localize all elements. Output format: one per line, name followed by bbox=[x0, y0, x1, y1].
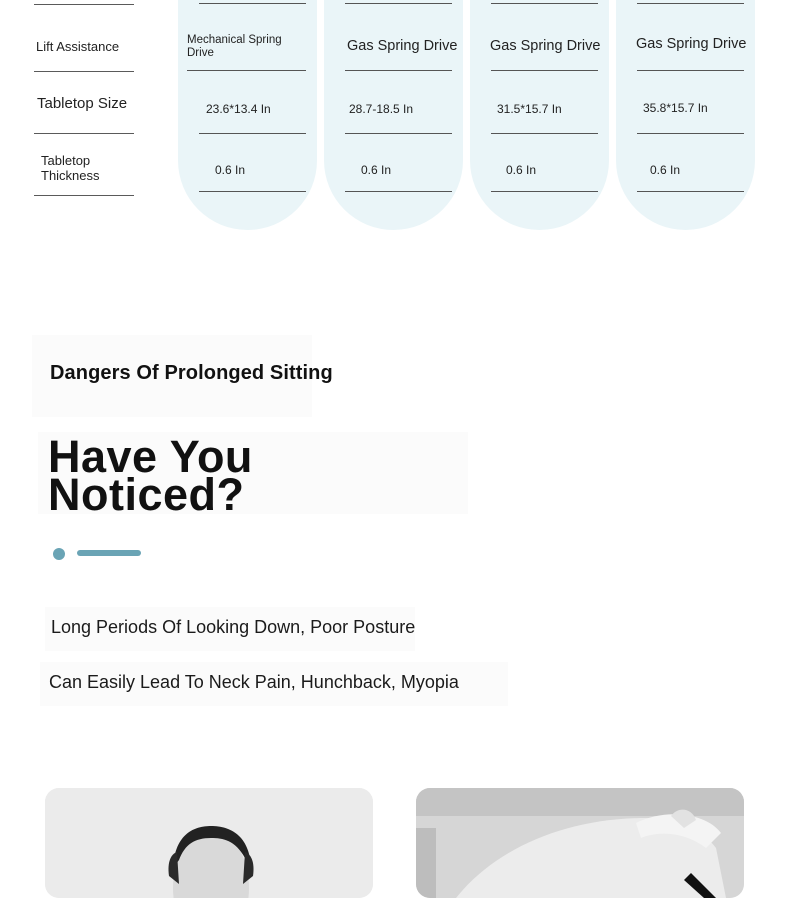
cell-divider bbox=[491, 0, 598, 4]
cell-divider bbox=[345, 0, 452, 4]
cell-text: 0.6 In bbox=[650, 163, 681, 177]
cell-tabletop-size bbox=[637, 95, 744, 134]
cell-text: Gas Spring Drive bbox=[347, 38, 458, 54]
cell-text: 35.8*15.7 In bbox=[643, 101, 708, 115]
section-headline: Have You Noticed? bbox=[48, 431, 253, 520]
cell-tabletop-size bbox=[199, 95, 306, 134]
cell-text: 31.5*15.7 In bbox=[497, 102, 562, 116]
row-label-text: Tabletop Size bbox=[37, 95, 128, 112]
cell-text: Gas Spring Drive bbox=[636, 36, 747, 52]
cell-text: 0.6 In bbox=[361, 163, 392, 177]
section-eyebrow: Dangers Of Prolonged Sitting bbox=[50, 362, 333, 384]
body-text-line: Can Easily Lead To Neck Pain, Hunchback, Myopia bbox=[49, 672, 459, 692]
body-text-line: Long Periods Of Looking Down, Poor Posture bbox=[51, 617, 416, 637]
cell-text: Gas Spring Drive bbox=[490, 38, 601, 54]
man-portrait-image bbox=[45, 788, 373, 898]
cell-lift-assistance bbox=[187, 30, 306, 71]
row-label-tabletop-thickness bbox=[34, 140, 134, 196]
back-pain-image bbox=[416, 788, 744, 898]
cell-text: 0.6 In bbox=[215, 163, 246, 177]
cell-divider bbox=[199, 0, 306, 4]
cell-tabletop-thickness bbox=[199, 157, 306, 192]
accent-dot bbox=[53, 548, 65, 560]
cell-lift-assistance bbox=[345, 30, 458, 71]
row-divider bbox=[34, 0, 134, 5]
photo-card-back-pain bbox=[416, 788, 744, 898]
row-label-tabletop-size bbox=[34, 74, 134, 134]
cell-lift-assistance bbox=[636, 30, 747, 71]
cell-text: 28.7-18.5 In bbox=[349, 102, 414, 116]
cell-text: Mechanical Spring Drive bbox=[187, 34, 282, 59]
cell-lift-assistance bbox=[490, 30, 601, 71]
cell-tabletop-size bbox=[491, 95, 598, 134]
cell-text: 23.6*13.4 In bbox=[206, 102, 271, 116]
row-label-text: Tabletop Thickness bbox=[41, 152, 100, 183]
photo-card-man-portrait bbox=[45, 788, 373, 898]
cell-tabletop-thickness bbox=[637, 157, 744, 192]
cell-tabletop-thickness bbox=[345, 157, 452, 192]
row-label-lift-assistance bbox=[34, 22, 134, 72]
accent-bar bbox=[77, 550, 141, 556]
cell-tabletop-size bbox=[345, 95, 452, 134]
cell-tabletop-thickness bbox=[491, 157, 598, 192]
row-label-text: Lift Assistance bbox=[36, 39, 120, 54]
cell-text: 0.6 In bbox=[506, 163, 537, 177]
cell-divider bbox=[637, 0, 744, 4]
